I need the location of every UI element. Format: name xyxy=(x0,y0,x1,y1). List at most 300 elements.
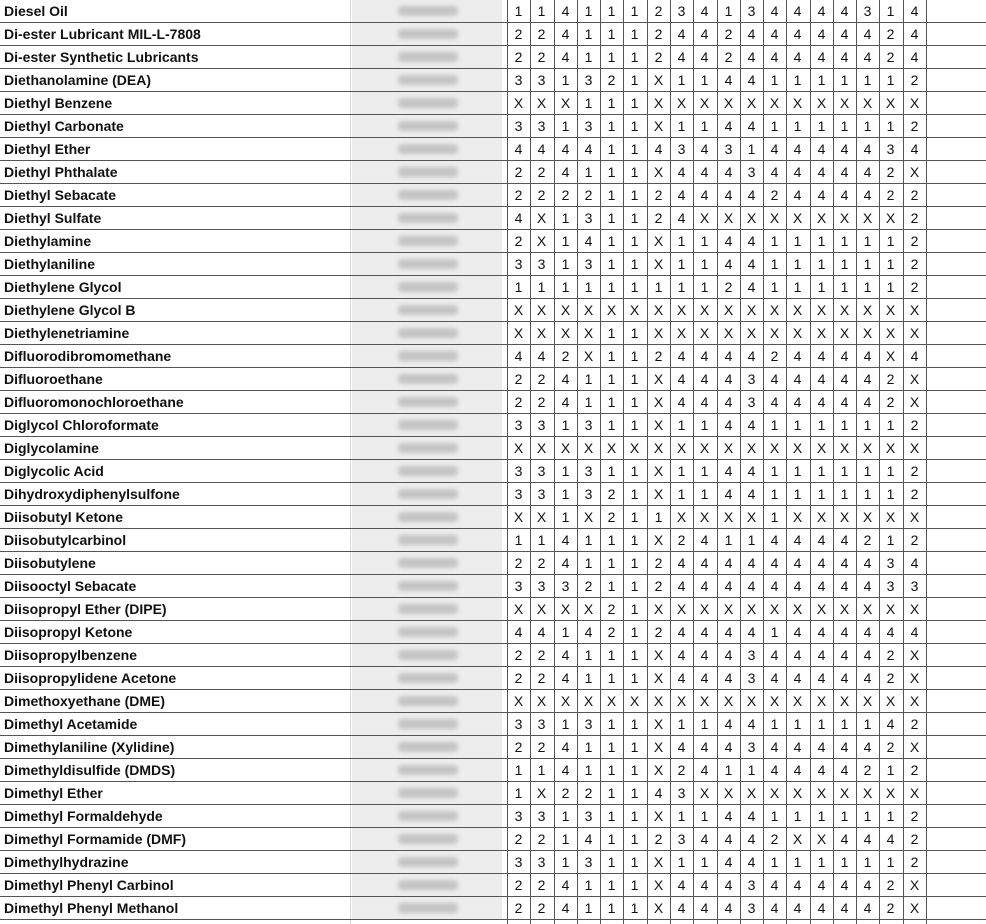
redacted-cas-number xyxy=(352,276,502,299)
rating-cell: 4 xyxy=(793,26,802,42)
rating-cell: 1 xyxy=(630,831,639,847)
rating-cell: 1 xyxy=(561,72,570,88)
rating-cell: 2 xyxy=(886,371,895,387)
rating-cell: 4 xyxy=(817,578,826,594)
table-row xyxy=(0,184,986,207)
rating-cell: 1 xyxy=(770,716,779,732)
rating-cell: 4 xyxy=(677,187,686,203)
rating-cell: 4 xyxy=(677,670,686,686)
rating-cell: 2 xyxy=(910,532,919,548)
rating-cell: 1 xyxy=(607,371,616,387)
table-row xyxy=(0,391,986,414)
table-row xyxy=(0,759,986,782)
rating-cell: 2 xyxy=(607,601,616,617)
rating-cell: X xyxy=(885,325,896,341)
rating-cell: 1 xyxy=(607,900,616,916)
rating-cell: 1 xyxy=(886,279,895,295)
rating-cell: X xyxy=(653,693,664,709)
rating-cell: 1 xyxy=(607,762,616,778)
rating-cell: X xyxy=(862,601,873,617)
rating-cell: X xyxy=(560,693,571,709)
rating-cell: 4 xyxy=(514,210,523,226)
rating-cell: X xyxy=(816,302,827,318)
rating-cell: X xyxy=(746,302,757,318)
table-row xyxy=(0,23,986,46)
rating-cell: 4 xyxy=(793,348,802,364)
rating-cell: X xyxy=(583,325,594,341)
rating-cell: 4 xyxy=(724,394,733,410)
rating-cell: 1 xyxy=(630,164,639,180)
rating-cell: X xyxy=(513,325,524,341)
rating-cell: X xyxy=(606,440,617,456)
rating-cell: X xyxy=(560,325,571,341)
table-row xyxy=(0,690,986,713)
redacted-cas-number xyxy=(352,69,502,92)
rating-cell: 4 xyxy=(724,486,733,502)
rating-cell: 2 xyxy=(770,187,779,203)
rating-cell: 1 xyxy=(630,463,639,479)
rating-cell: 4 xyxy=(793,555,802,571)
rating-cell: 4 xyxy=(793,762,802,778)
table-row xyxy=(0,276,986,299)
rating-cell: 4 xyxy=(654,785,663,801)
rating-cell: X xyxy=(862,785,873,801)
rating-cell: 4 xyxy=(863,670,872,686)
rating-cell: X xyxy=(746,509,757,525)
rating-cell: 1 xyxy=(793,486,802,502)
rating-cell: 3 xyxy=(561,578,570,594)
rating-cell: 1 xyxy=(561,854,570,870)
redacted-cas-number xyxy=(352,736,502,759)
rating-cell: X xyxy=(536,785,547,801)
rating-cell: X xyxy=(536,601,547,617)
rating-cell: X xyxy=(723,785,734,801)
rating-cell: X xyxy=(653,95,664,111)
rating-cell: 4 xyxy=(724,417,733,433)
rating-cell: 4 xyxy=(793,532,802,548)
rating-cell: 3 xyxy=(514,486,523,502)
redaction-blur xyxy=(398,443,458,453)
rating-cell: X xyxy=(746,325,757,341)
rating-cell: X xyxy=(769,302,780,318)
rating-cell: 4 xyxy=(886,831,895,847)
rating-cell: 1 xyxy=(630,417,639,433)
table-row xyxy=(0,598,986,621)
rating-cell: 1 xyxy=(584,670,593,686)
rating-cell: 4 xyxy=(561,647,570,663)
rating-cell: 1 xyxy=(677,118,686,134)
rating-cell: 1 xyxy=(724,762,733,778)
rating-cell: 1 xyxy=(863,716,872,732)
rating-cell: 1 xyxy=(840,118,849,134)
table-row xyxy=(0,529,986,552)
rating-cell: 1 xyxy=(793,463,802,479)
rating-cell: 4 xyxy=(863,900,872,916)
rating-cell: 1 xyxy=(863,72,872,88)
rating-cell: X xyxy=(862,440,873,456)
redaction-blur xyxy=(398,259,458,269)
rating-cell: 4 xyxy=(863,877,872,893)
chemical-name: Diisooctyl Sebacate xyxy=(4,578,137,594)
rating-cell: 3 xyxy=(747,3,756,19)
rating-cell: 4 xyxy=(817,762,826,778)
rating-cell: X xyxy=(653,394,664,410)
table-row xyxy=(0,253,986,276)
rating-cell: 2 xyxy=(910,808,919,824)
rating-cell: 4 xyxy=(793,141,802,157)
redacted-cas-number xyxy=(352,368,502,391)
rating-cell: X xyxy=(699,325,710,341)
rating-cell: 1 xyxy=(700,233,709,249)
rating-cell: 4 xyxy=(770,647,779,663)
rating-cell: 2 xyxy=(910,279,919,295)
rating-cell: X xyxy=(909,601,920,617)
redaction-blur xyxy=(398,29,458,39)
rating-cell: 4 xyxy=(677,900,686,916)
rating-cell: 1 xyxy=(630,716,639,732)
rating-cell: 4 xyxy=(747,118,756,134)
rating-cell: X xyxy=(583,601,594,617)
rating-cell: 4 xyxy=(793,164,802,180)
rating-cell: 2 xyxy=(514,831,523,847)
rating-cell: 4 xyxy=(840,877,849,893)
redacted-cas-number xyxy=(352,713,502,736)
rating-cell: 4 xyxy=(724,647,733,663)
rating-cell: 4 xyxy=(747,831,756,847)
rating-cell: 1 xyxy=(514,762,523,778)
rating-cell: X xyxy=(885,601,896,617)
rating-cell: 4 xyxy=(677,164,686,180)
rating-cell: 3 xyxy=(747,371,756,387)
rating-cell: 4 xyxy=(840,3,849,19)
rating-cell: 1 xyxy=(817,854,826,870)
rating-cell: 1 xyxy=(607,463,616,479)
rating-cell: X xyxy=(699,302,710,318)
rating-cell: 1 xyxy=(630,187,639,203)
rating-cell: 2 xyxy=(514,371,523,387)
rating-cell: 1 xyxy=(677,808,686,824)
rating-cell: 2 xyxy=(654,578,663,594)
rating-cell: X xyxy=(699,785,710,801)
rating-cell: 1 xyxy=(607,187,616,203)
rating-cell: X xyxy=(513,302,524,318)
rating-cell: 3 xyxy=(677,3,686,19)
rating-cell: 1 xyxy=(863,279,872,295)
rating-cell: 1 xyxy=(770,624,779,640)
rating-cell: 2 xyxy=(607,486,616,502)
rating-cell: X xyxy=(606,302,617,318)
rating-cell: 1 xyxy=(793,118,802,134)
rating-cell: X xyxy=(723,95,734,111)
redacted-cas-number xyxy=(352,529,502,552)
rating-cell: X xyxy=(536,210,547,226)
rating-cell: 1 xyxy=(700,808,709,824)
redacted-cas-number xyxy=(352,690,502,713)
table-row xyxy=(0,506,986,529)
rating-cell: X xyxy=(746,440,757,456)
rating-cell: 2 xyxy=(537,670,546,686)
rating-cell: 1 xyxy=(584,647,593,663)
rating-cell: 4 xyxy=(514,141,523,157)
rating-cell: 1 xyxy=(886,854,895,870)
rating-cell: 4 xyxy=(910,348,919,364)
chemical-name: Diisopropyl Ketone xyxy=(4,624,133,640)
rating-cell: 4 xyxy=(817,739,826,755)
rating-cell: 1 xyxy=(677,256,686,272)
rating-cell: 4 xyxy=(677,49,686,65)
redaction-blur xyxy=(398,788,458,798)
rating-cell: X xyxy=(629,440,640,456)
rating-cell: 1 xyxy=(863,463,872,479)
rating-cell: 1 xyxy=(584,371,593,387)
rating-cell: 1 xyxy=(677,279,686,295)
rating-cell: 1 xyxy=(630,325,639,341)
rating-cell: 1 xyxy=(793,279,802,295)
rating-cell: 3 xyxy=(584,417,593,433)
rating-cell: 4 xyxy=(700,3,709,19)
rating-cell: 4 xyxy=(724,670,733,686)
rating-cell: 4 xyxy=(700,532,709,548)
rating-cell: 2 xyxy=(607,72,616,88)
rating-cell: 1 xyxy=(863,417,872,433)
redacted-cas-number xyxy=(352,299,502,322)
rating-cell: 1 xyxy=(770,279,779,295)
rating-cell: X xyxy=(699,210,710,226)
rating-cell: 4 xyxy=(677,555,686,571)
rating-cell: 2 xyxy=(770,348,779,364)
table-row xyxy=(0,713,986,736)
rating-cell: 1 xyxy=(886,463,895,479)
rating-cell: 4 xyxy=(817,532,826,548)
rating-cell: 3 xyxy=(747,394,756,410)
rating-cell: 3 xyxy=(584,486,593,502)
rating-cell: 1 xyxy=(537,762,546,778)
rating-cell: X xyxy=(792,440,803,456)
redaction-blur xyxy=(398,236,458,246)
redacted-cas-number xyxy=(352,437,502,460)
rating-cell: 1 xyxy=(630,601,639,617)
rating-cell: 3 xyxy=(747,647,756,663)
rating-cell: 4 xyxy=(724,854,733,870)
rating-cell: X xyxy=(746,785,757,801)
rating-cell: 1 xyxy=(607,647,616,663)
rating-cell: 4 xyxy=(840,739,849,755)
rating-cell: 1 xyxy=(700,486,709,502)
rating-cell: 3 xyxy=(514,808,523,824)
rating-cell: 4 xyxy=(584,831,593,847)
rating-cell: X xyxy=(909,394,920,410)
rating-cell: 3 xyxy=(677,831,686,847)
rating-cell: X xyxy=(746,693,757,709)
rating-cell: 1 xyxy=(747,532,756,548)
rating-cell: 4 xyxy=(724,348,733,364)
rating-cell: 1 xyxy=(886,417,895,433)
rating-cell: X xyxy=(513,509,524,525)
rating-cell: 1 xyxy=(561,463,570,479)
rating-cell: 3 xyxy=(537,118,546,134)
rating-cell: 4 xyxy=(793,49,802,65)
rating-cell: X xyxy=(676,302,687,318)
rating-cell: 3 xyxy=(747,877,756,893)
rating-cell: 4 xyxy=(514,348,523,364)
rating-cell: 3 xyxy=(724,141,733,157)
redaction-blur xyxy=(398,420,458,430)
rating-cell: X xyxy=(536,95,547,111)
chemical-name: Difluorodibromomethane xyxy=(4,348,172,364)
rating-cell: 2 xyxy=(584,578,593,594)
rating-cell: 1 xyxy=(630,394,639,410)
rating-cell: 4 xyxy=(677,578,686,594)
rating-cell: 1 xyxy=(677,463,686,479)
rating-cell: X xyxy=(653,256,664,272)
redacted-cas-number xyxy=(352,828,502,851)
rating-cell: 4 xyxy=(910,49,919,65)
rating-cell: 3 xyxy=(910,578,919,594)
rating-cell: 4 xyxy=(770,371,779,387)
rating-cell: 4 xyxy=(747,624,756,640)
rating-cell: 4 xyxy=(724,716,733,732)
table-row xyxy=(0,115,986,138)
rating-cell: X xyxy=(909,900,920,916)
rating-cell: X xyxy=(909,670,920,686)
rating-cell: X xyxy=(816,601,827,617)
rating-cell: 1 xyxy=(607,325,616,341)
rating-cell: 1 xyxy=(770,118,779,134)
rating-cell: X xyxy=(885,302,896,318)
rating-cell: 2 xyxy=(654,3,663,19)
rating-cell: 1 xyxy=(607,417,616,433)
rating-cell: 4 xyxy=(584,624,593,640)
rating-cell: 4 xyxy=(677,348,686,364)
rating-cell: X xyxy=(792,95,803,111)
rating-cell: 2 xyxy=(724,279,733,295)
rating-cell: X xyxy=(676,509,687,525)
rating-cell: 1 xyxy=(630,900,639,916)
rating-cell: 4 xyxy=(724,164,733,180)
rating-cell: X xyxy=(909,509,920,525)
table-row xyxy=(0,322,986,345)
rating-cell: 1 xyxy=(630,739,639,755)
rating-cell: X xyxy=(746,210,757,226)
rating-cell: X xyxy=(862,210,873,226)
rating-cell: 4 xyxy=(817,26,826,42)
table-row xyxy=(0,69,986,92)
rating-cell: X xyxy=(676,95,687,111)
rating-cell: X xyxy=(885,348,896,364)
rating-cell: 3 xyxy=(747,670,756,686)
rating-cell: 1 xyxy=(607,233,616,249)
redacted-cas-number xyxy=(352,874,502,897)
row-divider xyxy=(0,919,986,920)
rating-cell: 1 xyxy=(840,279,849,295)
rating-cell: 4 xyxy=(747,49,756,65)
rating-cell: 1 xyxy=(863,256,872,272)
rating-cell: 1 xyxy=(817,279,826,295)
chemical-name: Diethyl Sulfate xyxy=(4,210,102,226)
rating-cell: 2 xyxy=(514,647,523,663)
rating-cell: X xyxy=(653,371,664,387)
rating-cell: 1 xyxy=(886,486,895,502)
rating-cell: X xyxy=(699,601,710,617)
rating-cell: 1 xyxy=(607,118,616,134)
rating-cell: 1 xyxy=(561,624,570,640)
rating-cell: 2 xyxy=(654,348,663,364)
rating-cell: X xyxy=(583,440,594,456)
chemical-name: Diethyl Phthalate xyxy=(4,164,118,180)
rating-cell: 2 xyxy=(654,187,663,203)
table-row xyxy=(0,575,986,598)
rating-cell: 1 xyxy=(724,532,733,548)
rating-cell: 4 xyxy=(886,624,895,640)
rating-cell: 1 xyxy=(677,854,686,870)
rating-cell: 3 xyxy=(747,164,756,180)
rating-cell: 4 xyxy=(724,463,733,479)
redaction-blur xyxy=(398,742,458,752)
table-row xyxy=(0,897,986,920)
chemical-name: Diisobutyl Ketone xyxy=(4,509,124,525)
rating-cell: 1 xyxy=(863,854,872,870)
rating-cell: 4 xyxy=(840,141,849,157)
rating-cell: X xyxy=(536,693,547,709)
rating-cell: 4 xyxy=(677,210,686,226)
rating-cell: 4 xyxy=(840,49,849,65)
rating-cell: 1 xyxy=(793,716,802,732)
rating-cell: 1 xyxy=(840,256,849,272)
rating-cell: 1 xyxy=(677,486,686,502)
rating-cell: 4 xyxy=(561,26,570,42)
rating-cell: X xyxy=(653,532,664,548)
rating-cell: X xyxy=(816,509,827,525)
rating-cell: X xyxy=(839,785,850,801)
rating-cell: 1 xyxy=(607,3,616,19)
redaction-blur xyxy=(398,305,458,315)
chemical-name: Diglycolamine xyxy=(4,440,99,456)
rating-cell: 4 xyxy=(840,371,849,387)
rating-cell: 1 xyxy=(561,256,570,272)
rating-cell: 1 xyxy=(630,624,639,640)
rating-cell: 4 xyxy=(747,463,756,479)
rating-cell: 4 xyxy=(770,739,779,755)
rating-cell: 4 xyxy=(537,348,546,364)
rating-cell: 4 xyxy=(747,417,756,433)
rating-cell: 4 xyxy=(863,831,872,847)
rating-cell: 1 xyxy=(770,233,779,249)
rating-cell: 2 xyxy=(863,532,872,548)
rating-cell: 4 xyxy=(724,555,733,571)
rating-cell: 2 xyxy=(886,739,895,755)
rating-cell: 1 xyxy=(607,279,616,295)
rating-cell: 3 xyxy=(514,463,523,479)
rating-cell: 4 xyxy=(677,647,686,663)
rating-cell: 1 xyxy=(770,417,779,433)
rating-cell: 1 xyxy=(840,417,849,433)
rating-cell: X xyxy=(885,440,896,456)
rating-cell: 3 xyxy=(584,210,593,226)
redaction-blur xyxy=(398,374,458,384)
rating-cell: 1 xyxy=(817,808,826,824)
rating-cell: 2 xyxy=(910,256,919,272)
table-row xyxy=(0,414,986,437)
rating-cell: X xyxy=(653,716,664,732)
rating-cell: 2 xyxy=(537,26,546,42)
rating-cell: 1 xyxy=(817,233,826,249)
rating-cell: 4 xyxy=(700,164,709,180)
rating-cell: 4 xyxy=(817,900,826,916)
rating-cell: 3 xyxy=(537,578,546,594)
rating-cell: 1 xyxy=(584,26,593,42)
rating-cell: X xyxy=(723,440,734,456)
rating-cell: 3 xyxy=(584,72,593,88)
